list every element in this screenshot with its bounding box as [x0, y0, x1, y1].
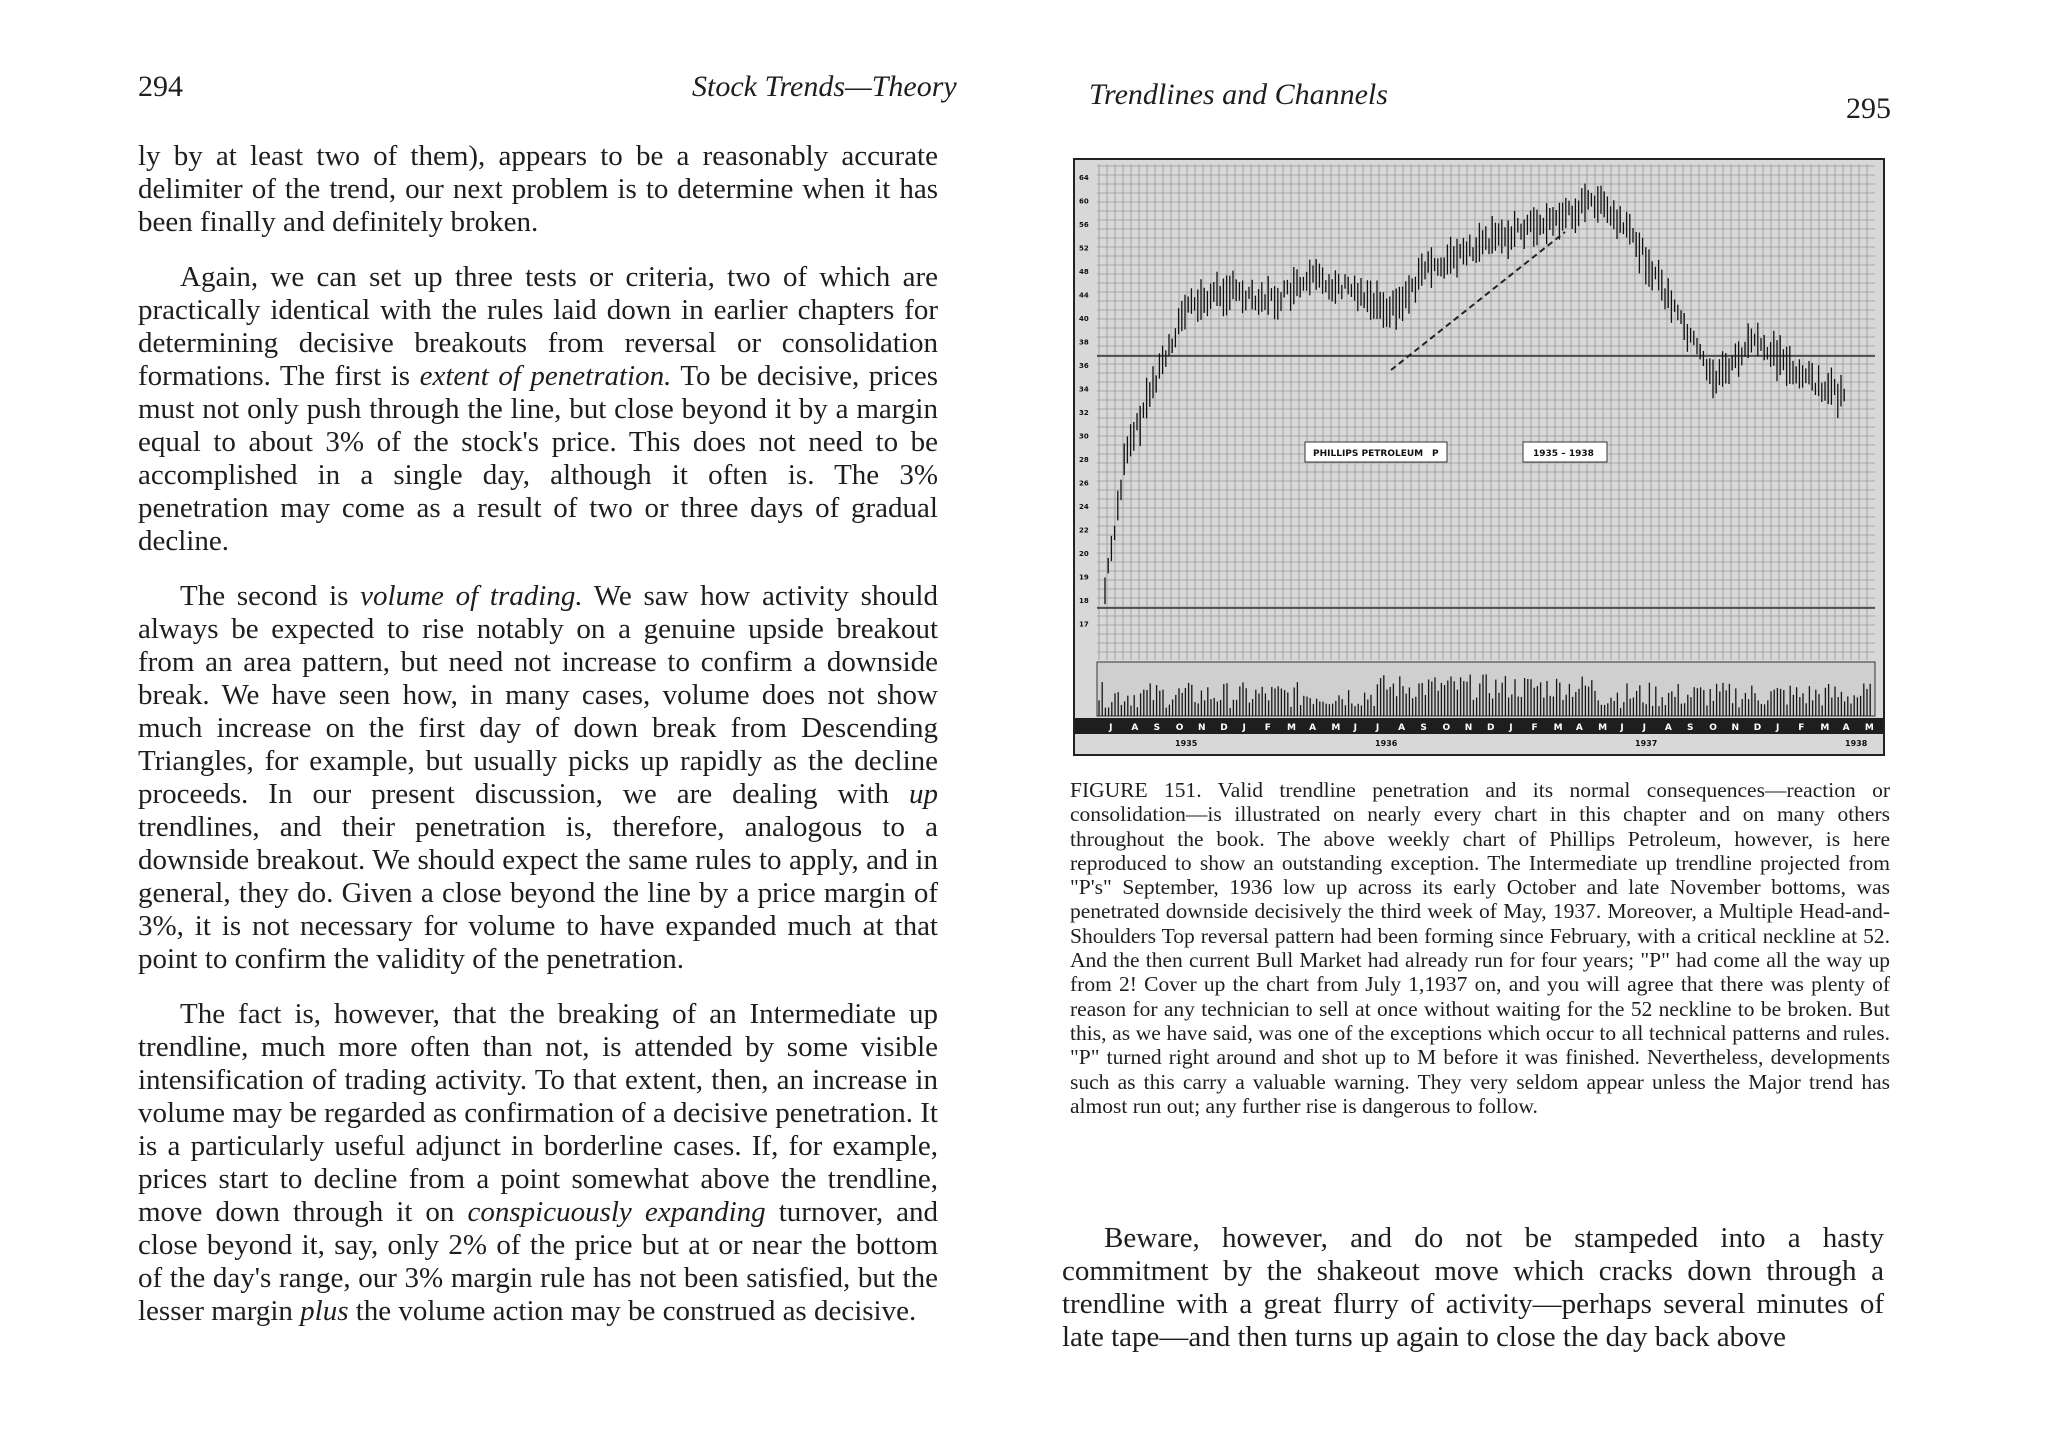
month-label: N [1731, 723, 1740, 733]
month-label: D [1487, 723, 1495, 733]
body-paragraph [138, 580, 938, 976]
left-page-number: 294 [138, 70, 183, 103]
price-tick-label: 20 [1079, 550, 1089, 558]
volume-bars [1097, 662, 1875, 716]
italic-run: up [909, 778, 938, 810]
text-run: The fact is, however, that the breaking of an Intermediate up trendline, much more often than not, is attended by some visible intensification of trading activity. To that extent, then, an increase in volume may be regarded as confirmation of a decisive penetration. It is a particularly useful adjunct in borderline cases. If, for example, prices start to decline from a point somewhat above the trendline, move down through it on [138, 998, 938, 1228]
price-tick-label: 34 [1079, 385, 1089, 394]
month-label: A [1664, 723, 1672, 733]
month-label: D [1220, 723, 1228, 733]
month-label: O [1709, 723, 1717, 733]
year-label: 1936 [1375, 739, 1398, 748]
month-label: M [1820, 723, 1830, 733]
body-paragraph [138, 261, 938, 558]
right-paragraph: Beware, however, and do not be stampeded into a hasty commitment by the shakeout move which cracks down through a trendline with a great flurry of activity—perhaps several minutes of late tape—and then turns up again to close the day back above [1062, 1222, 1884, 1353]
price-tick-label: 24 [1079, 503, 1089, 511]
month-label: S [1420, 723, 1427, 733]
month-label: S [1153, 723, 1161, 733]
month-label: F [1264, 723, 1271, 733]
italic-run: volume of trading. [360, 580, 583, 612]
figure-caption [1070, 778, 1890, 1118]
text-run: turnover, and close beyond it, say, only 2% of the price but at or near the bottom of the day's range, our 3% margin rule has not been satisfied, but the lesser margin [138, 1196, 938, 1327]
month-label: F [1798, 723, 1805, 733]
text-run: ly by at least two of them), appears to be a reasonably accurate delimiter of the trend, our next problem is to determine when it has been finally and definitely broken. [138, 140, 938, 238]
body-paragraph [138, 140, 938, 239]
chart-stock-name: PHILLIPS PETROLEUM [1313, 449, 1424, 459]
price-tick-label: 26 [1079, 479, 1089, 488]
year-label: 1935 [1175, 739, 1198, 748]
price-tick-label: 17 [1079, 620, 1089, 629]
month-label: A [1309, 723, 1317, 733]
month-label: J [1509, 723, 1513, 733]
price-tick-label: 56 [1079, 221, 1089, 229]
text-run: The second is [180, 580, 361, 612]
price-tick-label: 38 [1079, 338, 1089, 347]
text-run: Again, we can set up three tests or criteria, two of which are practically identical with the rules laid down in earlier chapters for determining decisive breakouts from reversal or consolidation formations. The first is [138, 261, 938, 392]
price-tick-label: 28 [1079, 456, 1089, 464]
price-tick-label: 30 [1079, 432, 1089, 441]
italic-run: plus [300, 1295, 349, 1327]
month-label: A [1575, 723, 1583, 733]
month-label: J [1375, 723, 1380, 733]
italic-run: extent of penetration. [419, 360, 672, 392]
month-label: A [1131, 723, 1139, 733]
month-label: M [1331, 723, 1341, 733]
left-body-text [138, 140, 938, 1350]
month-label: J [1620, 723, 1624, 733]
chart-date-range: 1935 – 1938 [1533, 449, 1594, 459]
left-running-head: Stock Trends—Theory [692, 70, 957, 103]
text-run: trendlines, and their penetration is, therefore, analogous to a downside breakout. We should expect the same rules to apply, and in general, they do. Given a close beyond the line by a price margin of 3%, it is not necessary for volume to have expanded much at that point to confirm the validity of the penetration. [138, 811, 938, 975]
month-labels [1108, 723, 1874, 733]
body-paragraph [138, 998, 938, 1328]
price-tick-label: 32 [1079, 409, 1089, 417]
month-label: J [1642, 723, 1646, 733]
month-label: M [1286, 723, 1296, 733]
text-run: To be decisive, prices must not only push through the line, but close beyond it by a margin equal to about 3% of the stock's price. This does not need to be accomplished in a single day, although it often is. The 3% penetration may come as a result of two or three days of gradual decline. [138, 360, 938, 557]
month-label: J [1353, 723, 1357, 733]
price-tick-label: 18 [1079, 597, 1089, 605]
month-label: M [1598, 723, 1608, 733]
year-label: 1937 [1635, 739, 1658, 748]
price-tick-label: 64 [1079, 174, 1089, 182]
month-label: J [1242, 723, 1246, 733]
chart-stock-symbol: P [1432, 449, 1439, 459]
price-tick-label: 19 [1079, 573, 1089, 582]
month-label: O [1442, 723, 1451, 733]
right-body-text [1062, 1222, 1884, 1354]
month-strip [1075, 718, 1883, 734]
month-label: M [1553, 723, 1563, 733]
month-label: A [1842, 723, 1850, 733]
text-run: the volume action may be construed as decisive. [348, 1295, 917, 1327]
price-tick-label: 44 [1079, 291, 1089, 300]
price-tick-label: 60 [1079, 197, 1089, 206]
right-page-number: 295 [1846, 92, 1891, 125]
month-label: J [1775, 723, 1780, 733]
price-tick-label: 22 [1079, 526, 1089, 535]
month-label: S [1687, 723, 1694, 733]
price-tick-label: 36 [1079, 362, 1089, 370]
year-label: 1938 [1845, 739, 1868, 748]
month-label: A [1398, 723, 1406, 733]
price-tick-label: 48 [1079, 268, 1089, 276]
month-label: J [1109, 723, 1113, 733]
right-running-head: Trendlines and Channels [1089, 78, 1388, 111]
month-label: O [1175, 723, 1184, 733]
stock-chart-image [1075, 160, 1883, 754]
right-page [1024, 0, 2048, 1448]
text-run: We saw how activity should always be expected to rise notably on a genuine upside breakout from an area pattern, but need not increase to confirm a downside break. We have seen how, in many cases, volume does not show much increase on the first day of down break from Descending Triangles, for example, but usually picks up rapidly as the decline proceeds. In our present discussion, we are dealing with [138, 580, 938, 810]
month-label: D [1753, 723, 1762, 733]
month-label: N [1464, 723, 1473, 733]
price-tick-label: 52 [1079, 244, 1089, 253]
italic-run: conspicuously expanding [467, 1196, 766, 1228]
month-label: F [1531, 723, 1538, 733]
price-tick-label: 40 [1079, 315, 1089, 323]
month-label: N [1198, 723, 1206, 733]
stock-chart-figure [1073, 158, 1885, 756]
caption-text: FIGURE 151. Valid trendline penetration and its normal consequences—reaction or consolidation—is illustrated on nearly every chart in this chapter and on many others throughout the book. The above weekly chart of Phillips Petroleum, however, is here reproduced to show an outstanding exception. The Intermediate up trendline projected from "P's" September, 1936 low up across its early October and late November bottoms, was penetrated downside decisively the third week of May, 1937. Moreover, a Multiple Head-and-Shoulders Top reversal pattern had been forming since February, with a critical neckline at 52. And the then current Bull Market had already run for four years; "P" had come all the way up from 2! Cover up the chart from July 1,1937 on, and you will agree that there was plenty of reason for any technician to sell at once without waiting for the 52 neckline to be broken. But this, as we have said, was one of the exceptions which occur to all technical patterns and rules. "P" turned right around and shot up to M before it was finished. Nevertheless, developments such as this carry a valuable warning. They very seldom appear unless the Major trend has almost run out; any further rise is dangerous to follow. [1070, 778, 1890, 1118]
month-label: M [1864, 723, 1874, 733]
